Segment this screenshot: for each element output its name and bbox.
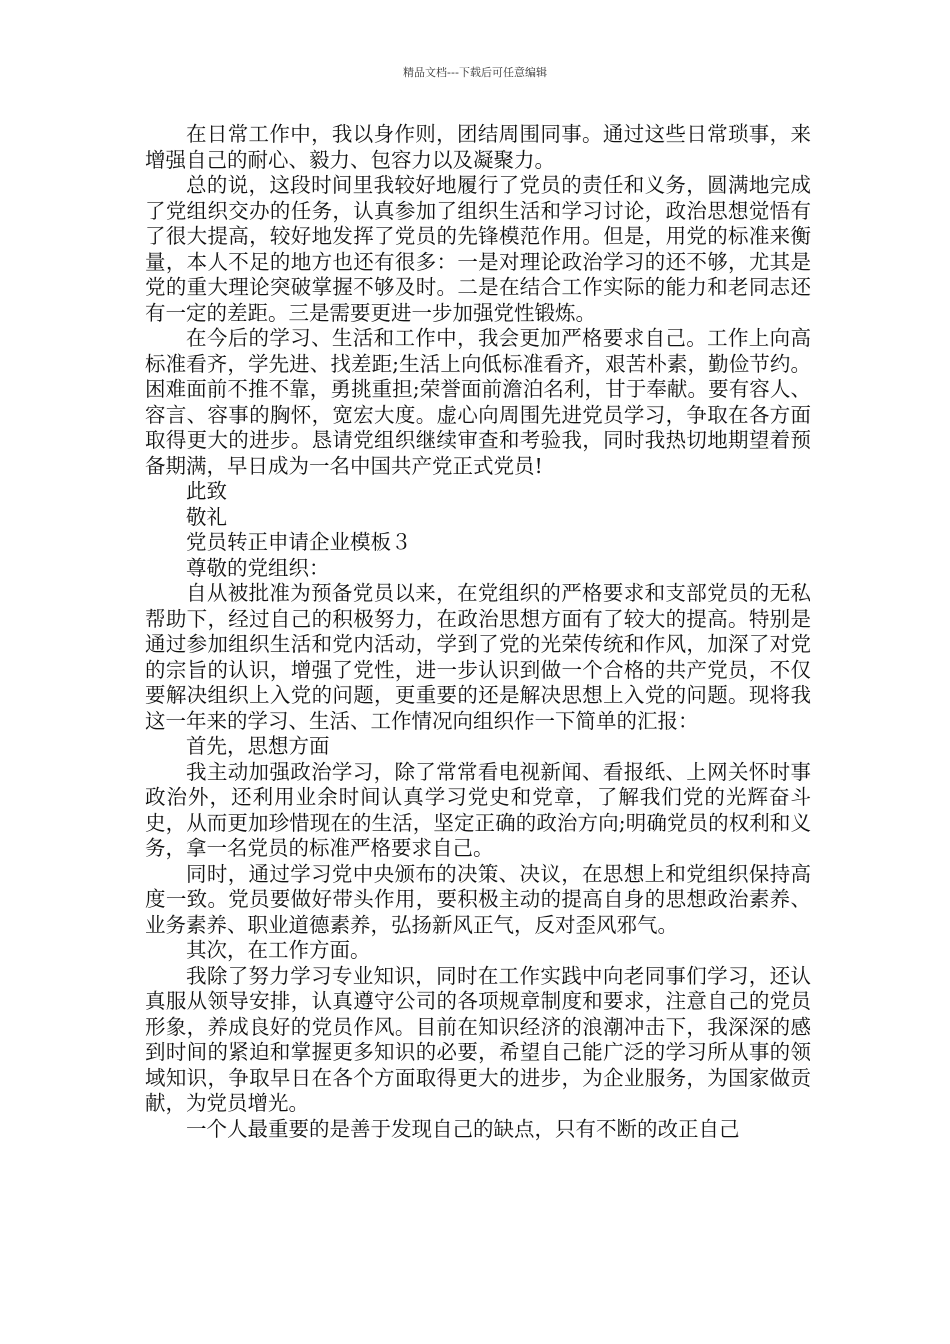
paragraph-summary: 总的说，这段时间里我较好地履行了党员的责任和义务，圆满地完成了党组织交办的任务，认真参加了组织生活和学习讨论，政治思想觉悟有了很大提高，较好地发挥了党员的先锋模范作用。但是，用党的标准来衡量，本人不足的地方也还有很多：一是对理论政治学习的还不够，尤其是党的重大理论突破掌握不够及时。二是在结合工作实际的能力和老同志还有一定的差距。三是需要更进一步加强党性锻炼。 (145, 173, 811, 325)
section-title: 党员转正申请企业模板３ (186, 530, 412, 554)
paragraph-future-plan: 在今后的学习、生活和工作中，我会更加严格要求自己。工作上向高标准看齐，学先进、找差距;生活上向低标准看齐，艰苦朴素，勤俭节约。困难面前不推不靠，勇挑重担;荣誉面前澹泊名利，甘于奉献。要有容人、容言、容事的胸怀，宽宏大度。虚心向周围先进党员学习，争取在各方面取得更大的进步。恳请党组织继续审查和考验我，同时我热切地期望着预备期满，早日成为一名中国共产党正式党员! (145, 326, 811, 478)
salutation: 尊敬的党组织： (186, 555, 330, 580)
paragraph-political-study: 我主动加强政治学习，除了常常看电视新闻、看报纸、上网关怀时事政治外，还利用业余时间认真学习党史和党章，了解我们党的光辉奋斗史，从而更加珍惜现在的生活，坚定正确的政治方向;明确党员的权利和义务，拿一名党员的标准严格要求自己。 (145, 759, 811, 860)
closing-cizhi: 此致 (186, 479, 227, 503)
subheading-work: 其次，在工作方面。 (186, 938, 371, 962)
subheading-thought: 首先，思想方面 (186, 734, 330, 758)
paragraph-introduction: 自从被批准为预备党员以来，在党组织的严格要求和支部党员的无私帮助下，经过自己的积极努力，在政治思想方面有了较大的提高。特别是通过参加组织生活和党内活动，学到了党的光荣传统和作风，加深了对党的宗旨的认识，增强了党性，进一步认识到做一个合格的共产党员，不仅要解决组织上入党的问题，更重要的还是解决思想上入党的问题。现将我这一年来的学习、生活、工作情况向组织作一下简单的汇报： (145, 581, 811, 733)
paragraph-alignment: 同时，通过学习党中央颁布的决策、决议，在思想上和党组织保持高度一致。党员要做好带头作用，要积极主动的提高自身的思想政治素养、业务素养、职业道德素养，弘扬新风正气，反对歪风邪气。 (145, 861, 811, 937)
paragraph-self-improvement: 一个人最重要的是善于发现自己的缺点，只有不断的改正自己 (186, 1116, 740, 1141)
document-header-note: 精品文档---下载后可任意编辑 (403, 66, 547, 79)
paragraph-work-practice: 我除了努力学习专业知识，同时在工作实践中向老同事们学习，还认真服从领导安排，认真遵守公司的各项规章制度和要求，注意自己的党员形象，养成良好的党员作风。目前在知识经济的浪潮冲击下，我深深的感到时间的紧迫和掌握更多知识的必要，希望自己能广泛的学习所从事的领域知识，争取早日在各个方面取得更大的进步，为企业服务，为国家做贡献，为党员增光。 (145, 963, 811, 1115)
document-body (145, 122, 811, 1142)
closing-jingli: 敬礼 (186, 504, 227, 529)
paragraph-daily-work: 在日常工作中，我以身作则，团结周围同事。通过这些日常琐事，来增强自己的耐心、毅力、包容力以及凝聚力。 (145, 122, 811, 172)
